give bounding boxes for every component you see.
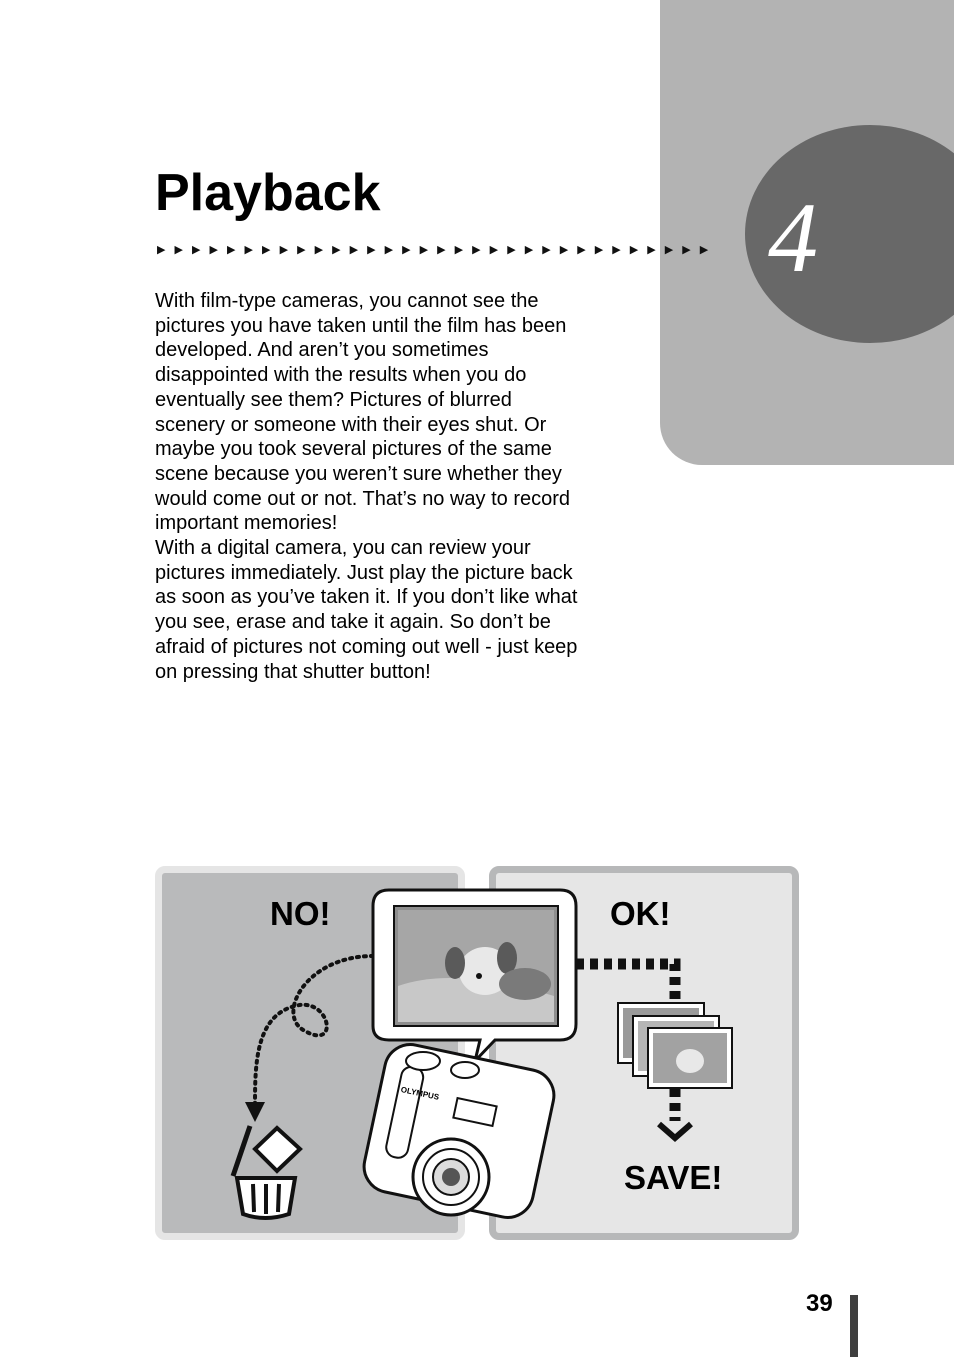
intro-paragraph: With film-type cameras, you cannot see the pictures you have taken until the film has been developed. And aren’t you sometimes disappointed with the results when you do eventually see them? Pictures of blurred scenery or someone with their eyes shut. Or maybe you took several pictures of the same scene because you weren’t sure whether they would come out or not. That’s no way to record important memories! [155,290,571,535]
chapter-number: 4 [768,182,818,293]
ok-label: OK! [610,895,671,932]
discard-arrowhead [245,1102,265,1122]
no-label: NO! [270,895,331,932]
camera-icon [359,1040,558,1222]
intro-paragraph: With a digital camera, you can review your pictures immediately. Just play the picture back as soon as you’ve taken it. If you don’t like what you see, erase and take it again. So don’t be afraid of pictures not coming out well - just keep on pressing that shutter button! [155,537,578,683]
camera-brand: OLYMPUS [400,1084,440,1102]
chapter-title: Playback [155,164,381,222]
preview-bubble [373,890,576,1061]
save-label: SAVE! [624,1159,723,1196]
arrow-divider: ▶▶▶▶▶▶▶▶▶▶▶▶▶▶▶▶▶▶▶▶▶▶▶▶▶▶▶▶▶▶▶▶ [157,244,718,256]
page-edge-bar [850,1295,858,1357]
trash-icon [233,1126,300,1218]
discard-path [255,956,373,1106]
intro-text [155,289,585,684]
saved-photos-icon [618,1003,732,1088]
save-arrowhead [659,1124,691,1138]
page-number: 39 [806,1290,833,1317]
